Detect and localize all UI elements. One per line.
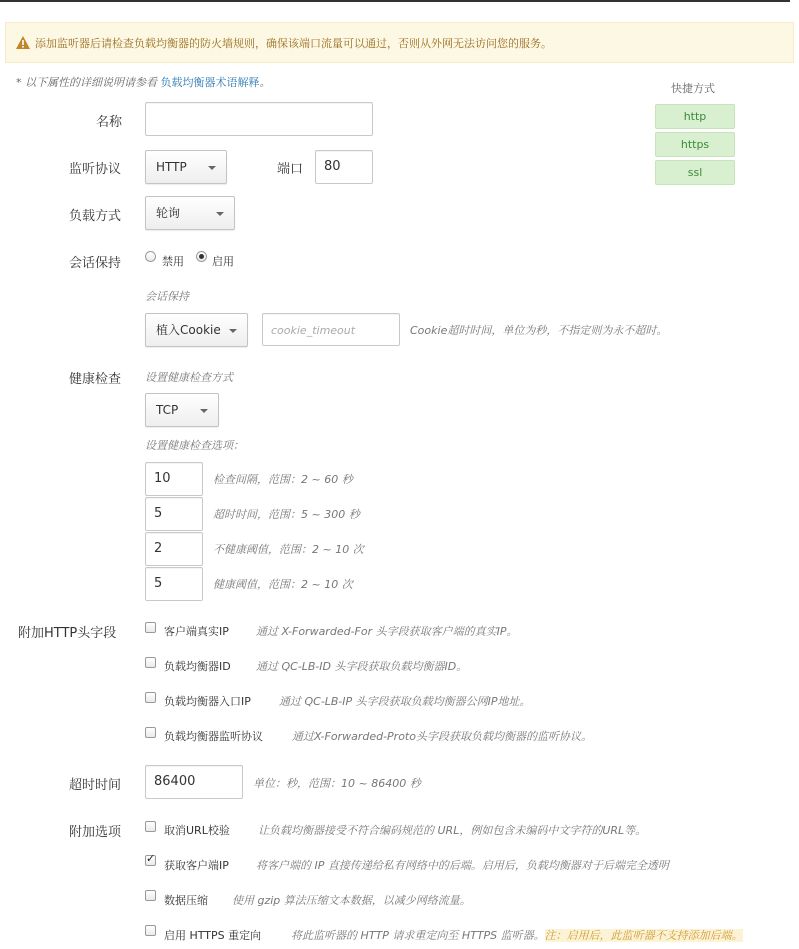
cookie-timeout-input[interactable]: cookie_timeout [262,313,400,346]
session-mode-value: 植入Cookie [156,323,221,337]
extra-url-check-label[interactable]: 取消URL校验 [164,824,230,837]
protocol-select[interactable] [145,150,227,184]
extra-url-check-checkbox[interactable] [145,821,156,832]
session-enable-label[interactable]: 启用 [212,255,234,268]
quick-shortcut-title: 快捷方式 [671,82,715,95]
warning-triangle-icon [16,36,30,49]
health-timeout-hint: 超时时间，范围：5 ~ 300 秒 [213,508,360,521]
extra-client-ip-checkbox[interactable] [145,855,156,866]
session-label: 会话保持 [69,256,122,271]
name-input[interactable] [145,102,373,136]
chevron-down-icon [200,409,208,413]
quick-https-button[interactable]: https [655,132,735,157]
timeout-hint: 单位：秒，范围：10 ~ 86400 秒 [253,777,421,790]
session-disable-label[interactable]: 禁用 [162,255,184,268]
header-lb-ip-label[interactable]: 负载均衡器入口IP [164,695,251,708]
session-enable-radio[interactable] [196,251,207,262]
extra-url-check-desc: 让负载均衡器接受不符合编码规范的 URL，例如包含未编码中文字符的URL等。 [258,824,647,837]
extra-label: 附加选项 [69,825,122,840]
extra-https-redirect-checkbox[interactable] [145,925,156,936]
header-lb-ip-desc: 通过 QC-LB-IP 头字段获取负载均衡器公网IP地址。 [279,695,531,708]
health-method-label: 设置健康检查方式 [145,371,233,384]
firewall-warning-banner [5,22,794,63]
header-client-ip-checkbox[interactable] [145,622,156,633]
header-lb-ip-checkbox[interactable] [145,692,156,703]
balance-label: 负载方式 [69,209,122,224]
health-interval-hint: 检查间隔，范围：2 ~ 60 秒 [213,473,353,486]
header-client-ip-desc: 通过 X-Forwarded-For 头字段获取客户端的真实IP。 [256,625,518,638]
health-timeout-input[interactable]: 5 [145,497,203,531]
session-sub-label: 会话保持 [145,290,189,303]
note-prefix: * 以下属性的详细说明请参看 [16,76,157,89]
extra-https-redirect-label[interactable]: 启用 HTTPS 重定向 [164,929,262,942]
health-label: 健康检查 [69,372,122,387]
extra-compress-checkbox[interactable] [145,890,156,901]
name-label: 名称 [96,115,123,130]
chevron-down-icon [208,166,216,170]
balance-value: 轮询 [156,206,181,220]
timeout-label: 超时时间 [69,778,122,793]
chevron-down-icon [216,212,224,216]
health-unhealthy-input[interactable]: 2 [145,532,203,566]
extra-client-ip-label[interactable]: 获取客户端IP [164,859,229,872]
health-healthy-input[interactable]: 5 [145,567,203,601]
quick-ssl-button[interactable]: ssl [655,160,735,185]
headers-label: 附加HTTP头字段 [18,626,117,641]
protocol-label: 监听协议 [69,162,122,177]
health-healthy-hint: 健康阈值，范围：2 ~ 10 次 [213,578,353,591]
port-label: 端口 [277,162,304,177]
health-options-label: 设置健康检查选项： [145,439,244,452]
https-redirect-desc-text: 将此监听器的 HTTP 请求重定向至 HTTPS 监听器。 [291,929,545,942]
https-redirect-warning: 注：启用后，此监听器不支持添加后端。 [544,929,743,942]
header-client-ip-label[interactable]: 客户端真实IP [164,625,229,638]
port-input[interactable]: 80 [315,150,373,184]
health-method-select[interactable] [145,393,219,427]
session-disable-radio[interactable] [145,251,156,262]
warning-text: 添加监听器后请检查负载均衡器的防火墙规则，确保该端口流量可以通过，否则从外网无法访问您的服务。 [35,37,552,50]
header-lb-proto-desc: 通过X-Forwarded-Proto头字段获取负载均衡器的监听协议。 [292,730,592,743]
header-lb-proto-label[interactable]: 负载均衡器监听协议 [164,730,263,743]
header-lb-id-desc: 通过 QC-LB-ID 头字段获取负载均衡器ID。 [256,660,468,673]
terminology-link[interactable]: 负载均衡器术语解释 [160,76,260,89]
balance-select[interactable] [145,196,235,230]
health-method-value: TCP [156,403,179,417]
protocol-value: HTTP [156,160,187,174]
doc-note [16,74,271,90]
cookie-timeout-hint: Cookie超时时间，单位为秒，不指定则为永不超时。 [410,324,668,337]
top-border [0,0,790,2]
extra-compress-desc: 使用 gzip 算法压缩文本数据，以减少网络流量。 [232,894,471,907]
header-lb-id-label[interactable]: 负载均衡器ID [164,660,231,673]
session-mode-select[interactable] [145,313,248,347]
header-lb-id-checkbox[interactable] [145,657,156,668]
health-interval-input[interactable]: 10 [145,462,203,496]
header-lb-proto-checkbox[interactable] [145,727,156,738]
extra-client-ip-desc: 将客户端的 IP 直接传递给私有网络中的后端。启用后，负载均衡器对于后端完全透明 [256,859,669,872]
extra-https-redirect-desc [291,927,743,943]
note-suffix: 。 [259,76,271,89]
chevron-down-icon [229,329,237,333]
extra-compress-label[interactable]: 数据压缩 [164,894,208,907]
timeout-input[interactable]: 86400 [145,765,243,799]
quick-http-button[interactable]: http [655,104,735,129]
health-unhealthy-hint: 不健康阈值，范围：2 ~ 10 次 [213,543,364,556]
